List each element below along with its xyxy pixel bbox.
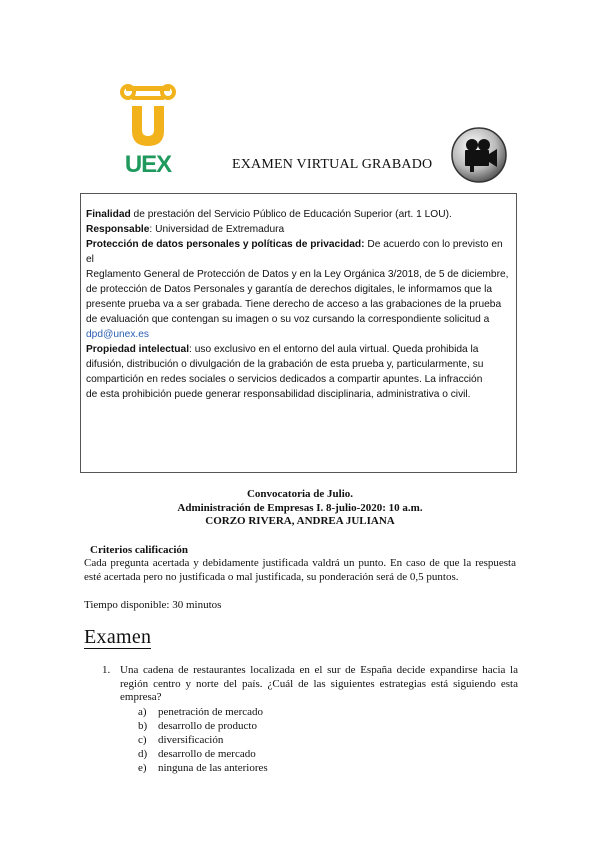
option-item[interactable] (138, 761, 518, 775)
proteccion-line: Reglamento General de Protección de Datos y en la Ley Orgánica 3/2018, de 5 de diciembre, (86, 269, 509, 280)
option-letter: e) (138, 761, 147, 774)
heading-underline (84, 648, 151, 649)
propiedad-text: : uso exclusivo en el entorno del aula virtual. Queda prohibida la (189, 344, 479, 355)
dpd-email-link[interactable]: dpd@unex.es (86, 329, 150, 340)
option-text: ninguna de las anteriores (158, 761, 268, 774)
propiedad-line: compartición en redes sociales o servicios dedicados a compartir apuntes. La infracción (86, 374, 483, 385)
option-text: desarrollo de producto (158, 719, 257, 732)
option-text: diversificación (158, 733, 224, 746)
page-title: EXAMEN VIRTUAL GRABADO (232, 157, 433, 172)
option-item[interactable] (138, 733, 518, 747)
uex-logo (118, 84, 178, 176)
exam-info (80, 488, 520, 529)
option-item[interactable] (138, 719, 518, 733)
finalidad-label: Finalidad (86, 209, 131, 220)
proteccion-paragraph (86, 237, 512, 267)
student-name: CORZO RIVERA, ANDREA JULIANA (205, 515, 395, 527)
finalidad-text: de prestación del Servicio Público de Educación Superior (art. 1 LOU). (130, 209, 452, 220)
proteccion-label: Protección de datos personales y políticas de privacidad: (86, 239, 365, 250)
video-camera-icon (450, 126, 508, 184)
criteria-text: Cada pregunta acertada y debidamente justificada valdrá un punto. En caso de que la respuesta esté acertada pero no justificada o mal justificada, su ponderación será de 0,5 puntos. (84, 557, 516, 583)
propiedad-paragraph (86, 342, 512, 357)
responsable-text: : Universidad de Extremadura (149, 224, 285, 235)
option-item[interactable] (138, 705, 518, 719)
finalidad-line (86, 207, 512, 222)
option-item[interactable] (138, 747, 518, 761)
question-text: Una cadena de restaurantes localizada en el sur de España decide expandirse hacia la región centro y norte del país. ¿Cuál de las siguientes estrategias está siguiendo esta empresa? (120, 664, 518, 703)
propiedad-line: de esta prohibición puede generar responsabilidad disciplinaria, administrativa o civil. (86, 389, 471, 400)
time-available: Tiempo disponible: 30 minutos (84, 599, 222, 611)
option-letter: a) (138, 705, 147, 718)
course-line: Administración de Empresas I. 8-julio-2020: 10 a.m. (177, 501, 423, 514)
option-text: desarrollo de mercado (158, 747, 256, 760)
convocatoria: Convocatoria de Julio. (246, 488, 354, 500)
options-list (102, 705, 518, 775)
proteccion-line: de protección de Datos Personales y garantía de derechos digitales, le informamos que la (86, 284, 493, 295)
responsable-line (86, 222, 512, 237)
propiedad-line: difusión, distribución o divulgación de la grabación de esta prueba y, particularmente, su (86, 359, 484, 370)
option-text: penetración de mercado (158, 705, 264, 718)
propiedad-label: Propiedad intelectual (86, 344, 190, 355)
privacy-notice (80, 193, 517, 473)
question-item (102, 664, 518, 775)
option-letter: d) (138, 747, 148, 760)
logo-lettering: UEX (124, 151, 172, 176)
option-letter: b) (138, 719, 148, 732)
responsable-label: Responsable (86, 224, 150, 235)
option-letter: c) (138, 733, 147, 746)
proteccion-line: presente prueba va a ser grabada. Tiene derecho de acceso a las grabaciones de la prueba (86, 299, 502, 310)
question-number: 1. (102, 664, 111, 676)
criteria-title: Criterios calificación (90, 544, 189, 556)
section-heading: Examen (84, 626, 152, 648)
proteccion-line: de evaluación que contengan su imagen o su voz cursando la correspondiente solicitud a (86, 314, 490, 325)
proteccion-text: De acuerdo con lo previsto en el (86, 239, 503, 265)
